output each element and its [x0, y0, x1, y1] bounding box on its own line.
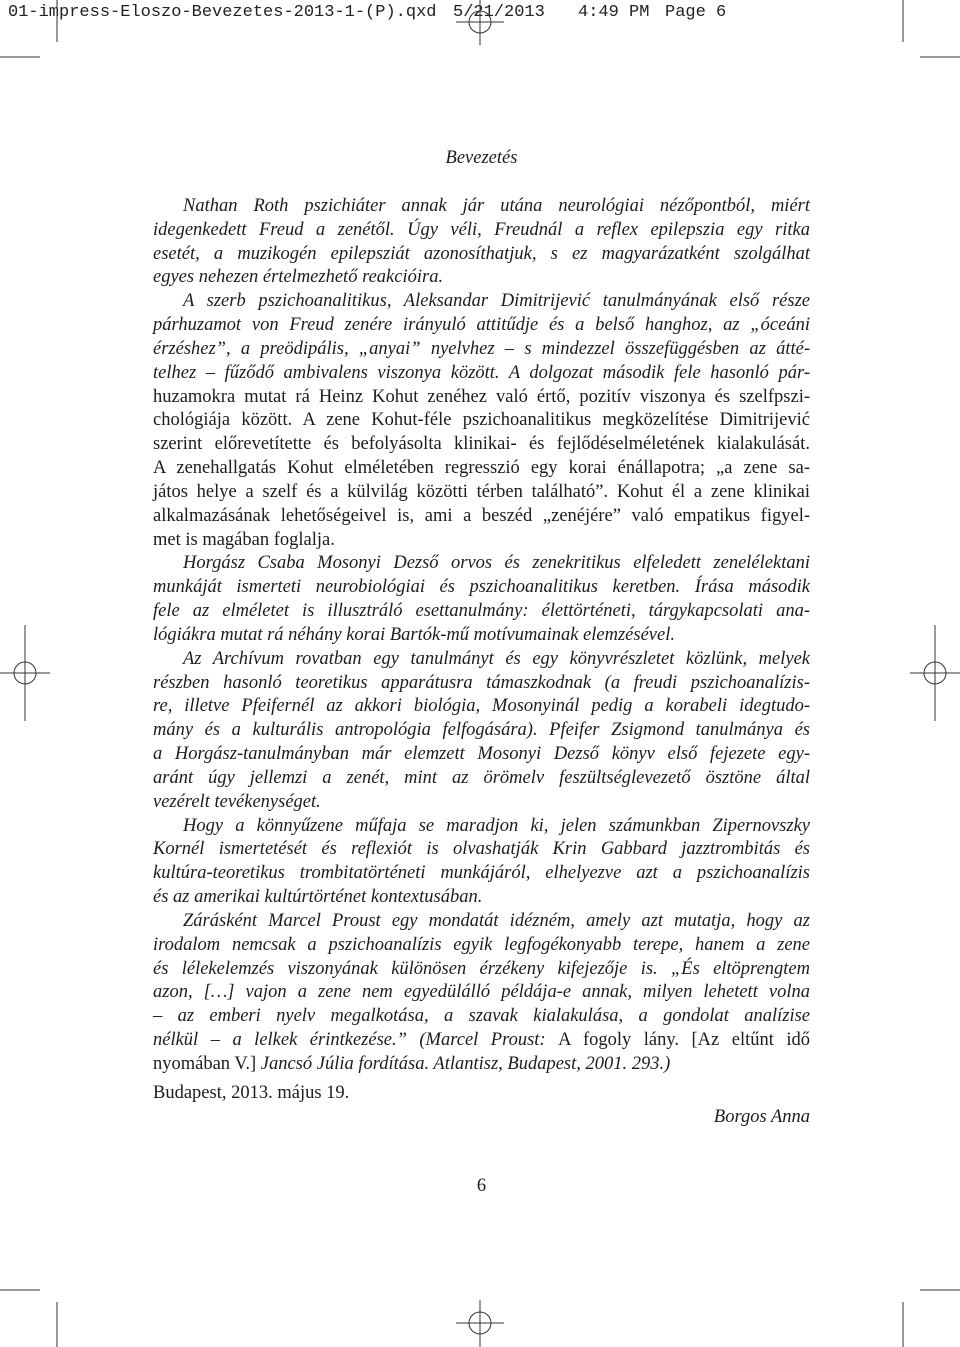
text-line: Zárásként Marcel Proust egy mondatát idézném, amely azt mutatja, hogy az — [183, 910, 810, 931]
text-line: Nathan Roth pszichiáter annak jár utána neurológiai nézőpontból, miért — [183, 196, 810, 216]
text-line: egyes nehezen értelmezhető reakcióira. — [153, 267, 444, 288]
paragraph — [153, 195, 810, 290]
text-line: telhez – fűződő ambivalens viszonya között. A dolgozat második fele hasonló pár- — [153, 362, 810, 383]
paragraph — [153, 552, 810, 647]
text-segment: Jancsó Júlia fordítása. Atlantisz, Budapest, 2001. 293.) — [256, 1053, 671, 1074]
book-title-segment: A fogoly lány. [Az eltűnt idő — [558, 1029, 811, 1050]
book-title-segment: nyomában V.] — [153, 1053, 257, 1074]
slug-date: 5/21/2013 — [453, 3, 545, 22]
text-line: Horgász Csaba Mosonyi Dezső orvos és zenekritikus elfeledett zenelélektani — [183, 553, 810, 574]
text-line: huzamokra mutat rá Heinz Kohut zenéhez való értő, pozitív viszonya és szelfpszi- — [153, 386, 810, 407]
slug-time: 4:49 PM — [578, 3, 650, 22]
text-line: alkalmazásának lehetőségeivel is, ami a beszéd „zenéjére” való empatikus figyel- — [153, 505, 810, 526]
text-line: játos helye a szelf és a külvilág közötti térben található”. Kohut él a zene klinikai — [153, 481, 810, 502]
text-line: és lélekelemzés viszonyának különösen érzékeny kifejezője is. „És eltöprengtem — [153, 958, 810, 979]
text-line: és az amerikai kultúrtörténet kontextusában. — [153, 887, 483, 908]
text-line: aránt úgy jellemzi a zenét, mint az örömelv feszültséglevezető ösztöne által — [153, 767, 810, 788]
crop-mark-bottom-right — [903, 1290, 960, 1347]
text-line: párhuzamot von Freud zenére irányuló attitűdje és a belső hanghoz, az „óceáni — [153, 315, 810, 336]
text-line: mány és a kulturális antropológia felfogására). Pfeifer Zsigmond tanulmánya és — [153, 720, 810, 741]
text-line: munkáját ismerteti neurobiológiai és pszichoanalitikus keretben. Írása második — [153, 577, 810, 598]
registration-mark-left — [0, 625, 50, 721]
text-line: re, illetve Pfeifernél az akkori biológia, Mosonyinál pedig a korabeli idegtudo- — [153, 696, 810, 717]
page-title: Bevezetés — [445, 148, 518, 168]
paragraph — [153, 815, 810, 910]
text-line: chológiája között. A zene Kohut-féle pszichoanalitikus megközelítése Dimitrijević — [153, 410, 810, 431]
paragraph — [153, 290, 810, 552]
author-signature: Borgos Anna — [713, 1107, 810, 1127]
text-segment: nélkül – a lelkek érintkezése.” (Marcel Proust: — [153, 1029, 559, 1050]
text-line — [153, 1029, 810, 1053]
text-line: érzéshez”, a preödipális, „anyai” nyelvhez – s mindezzel összefüggésben az átté- — [153, 338, 810, 359]
crop-mark-top-left — [0, 0, 57, 57]
paragraph — [153, 648, 810, 815]
text-line: A szerb pszichoanalitikus, Aleksandar Dimitrijević tanulmányának első része — [183, 291, 810, 312]
text-line: esetét, a muzikogén epilepsziát azonosíthatjuk, s ez magyarázatként szolgálhat — [153, 243, 810, 264]
text-line: – az emberi nyelv megalkotása, a szavak kialakulása, a gondolat analízise — [153, 1006, 810, 1027]
crop-mark-top-right — [903, 0, 960, 57]
closing-place-date: Budapest, 2013. május 19. — [153, 1083, 350, 1103]
text-line: szerint előrevetítette és befolyásolta klinikai- és fejlődéselméletének kialakulását. — [153, 434, 810, 455]
text-line: Az Archívum rovatban egy tanulmányt és egy könyvrészletet közlünk, melyek — [183, 648, 810, 669]
text-line: részben hasonló teoretikus apparátusra támaszkodnak (a freudi pszichoanalízis- — [153, 672, 810, 693]
text-line: lógiákra mutat rá néhány korai Bartók-mű motívumainak elemzésével. — [153, 624, 675, 645]
text-line: fele az elméletet is illusztráló esettanulmány: élettörténeti, tárgykapcsolati ana- — [153, 601, 810, 622]
body-text — [153, 195, 810, 1077]
text-line: Hogy a könnyűzene műfaja se maradjon ki, jelen számunkban Zipernovszky — [183, 815, 810, 836]
text-line: a Horgász-tanulmányban már elemzett Mosonyi Dezső könyv első fejezete egy- — [153, 744, 810, 765]
page-number: 6 — [476, 1176, 487, 1196]
text-line: kultúra-teoretikus trombitatörténeti munkájáról, elhelyezve azt a pszichoanalízis — [153, 863, 810, 884]
registration-mark-right — [910, 625, 960, 721]
text-line: A zenehallgatás Kohut elméletében regresszió egy korai énállapotra; „a zene sa- — [153, 458, 810, 479]
text-line: met is magában foglalja. — [153, 529, 335, 550]
paragraph — [153, 910, 810, 1077]
crop-mark-bottom-left — [0, 1290, 57, 1347]
slug-filename: 01-impress-Eloszo-Bevezetes-2013-1-(P).qxd — [8, 3, 437, 22]
text-line: idegenkedett Freud a zenétől. Úgy véli, Freudnál a reflex epilepszia egy ritka — [153, 219, 810, 240]
text-line: irodalom nemcsak a pszichoanalízis egyik legfogékonyabb terepe, hanem a zene — [153, 934, 810, 955]
text-line: Kornél ismertetését és reflexiót is olvashatják Krin Gabbard jazztrombitás és — [153, 839, 810, 860]
text-line — [153, 1053, 810, 1077]
slug-page-label: Page 6 — [665, 3, 727, 22]
text-line: azon, […] vajon a zene nem egyedülálló példája-e annak, milyen lehetett volna — [153, 982, 810, 1003]
registration-mark-top — [456, 0, 504, 45]
registration-mark-bottom — [456, 1300, 504, 1347]
text-line: vezérelt tevékenységet. — [153, 791, 321, 812]
